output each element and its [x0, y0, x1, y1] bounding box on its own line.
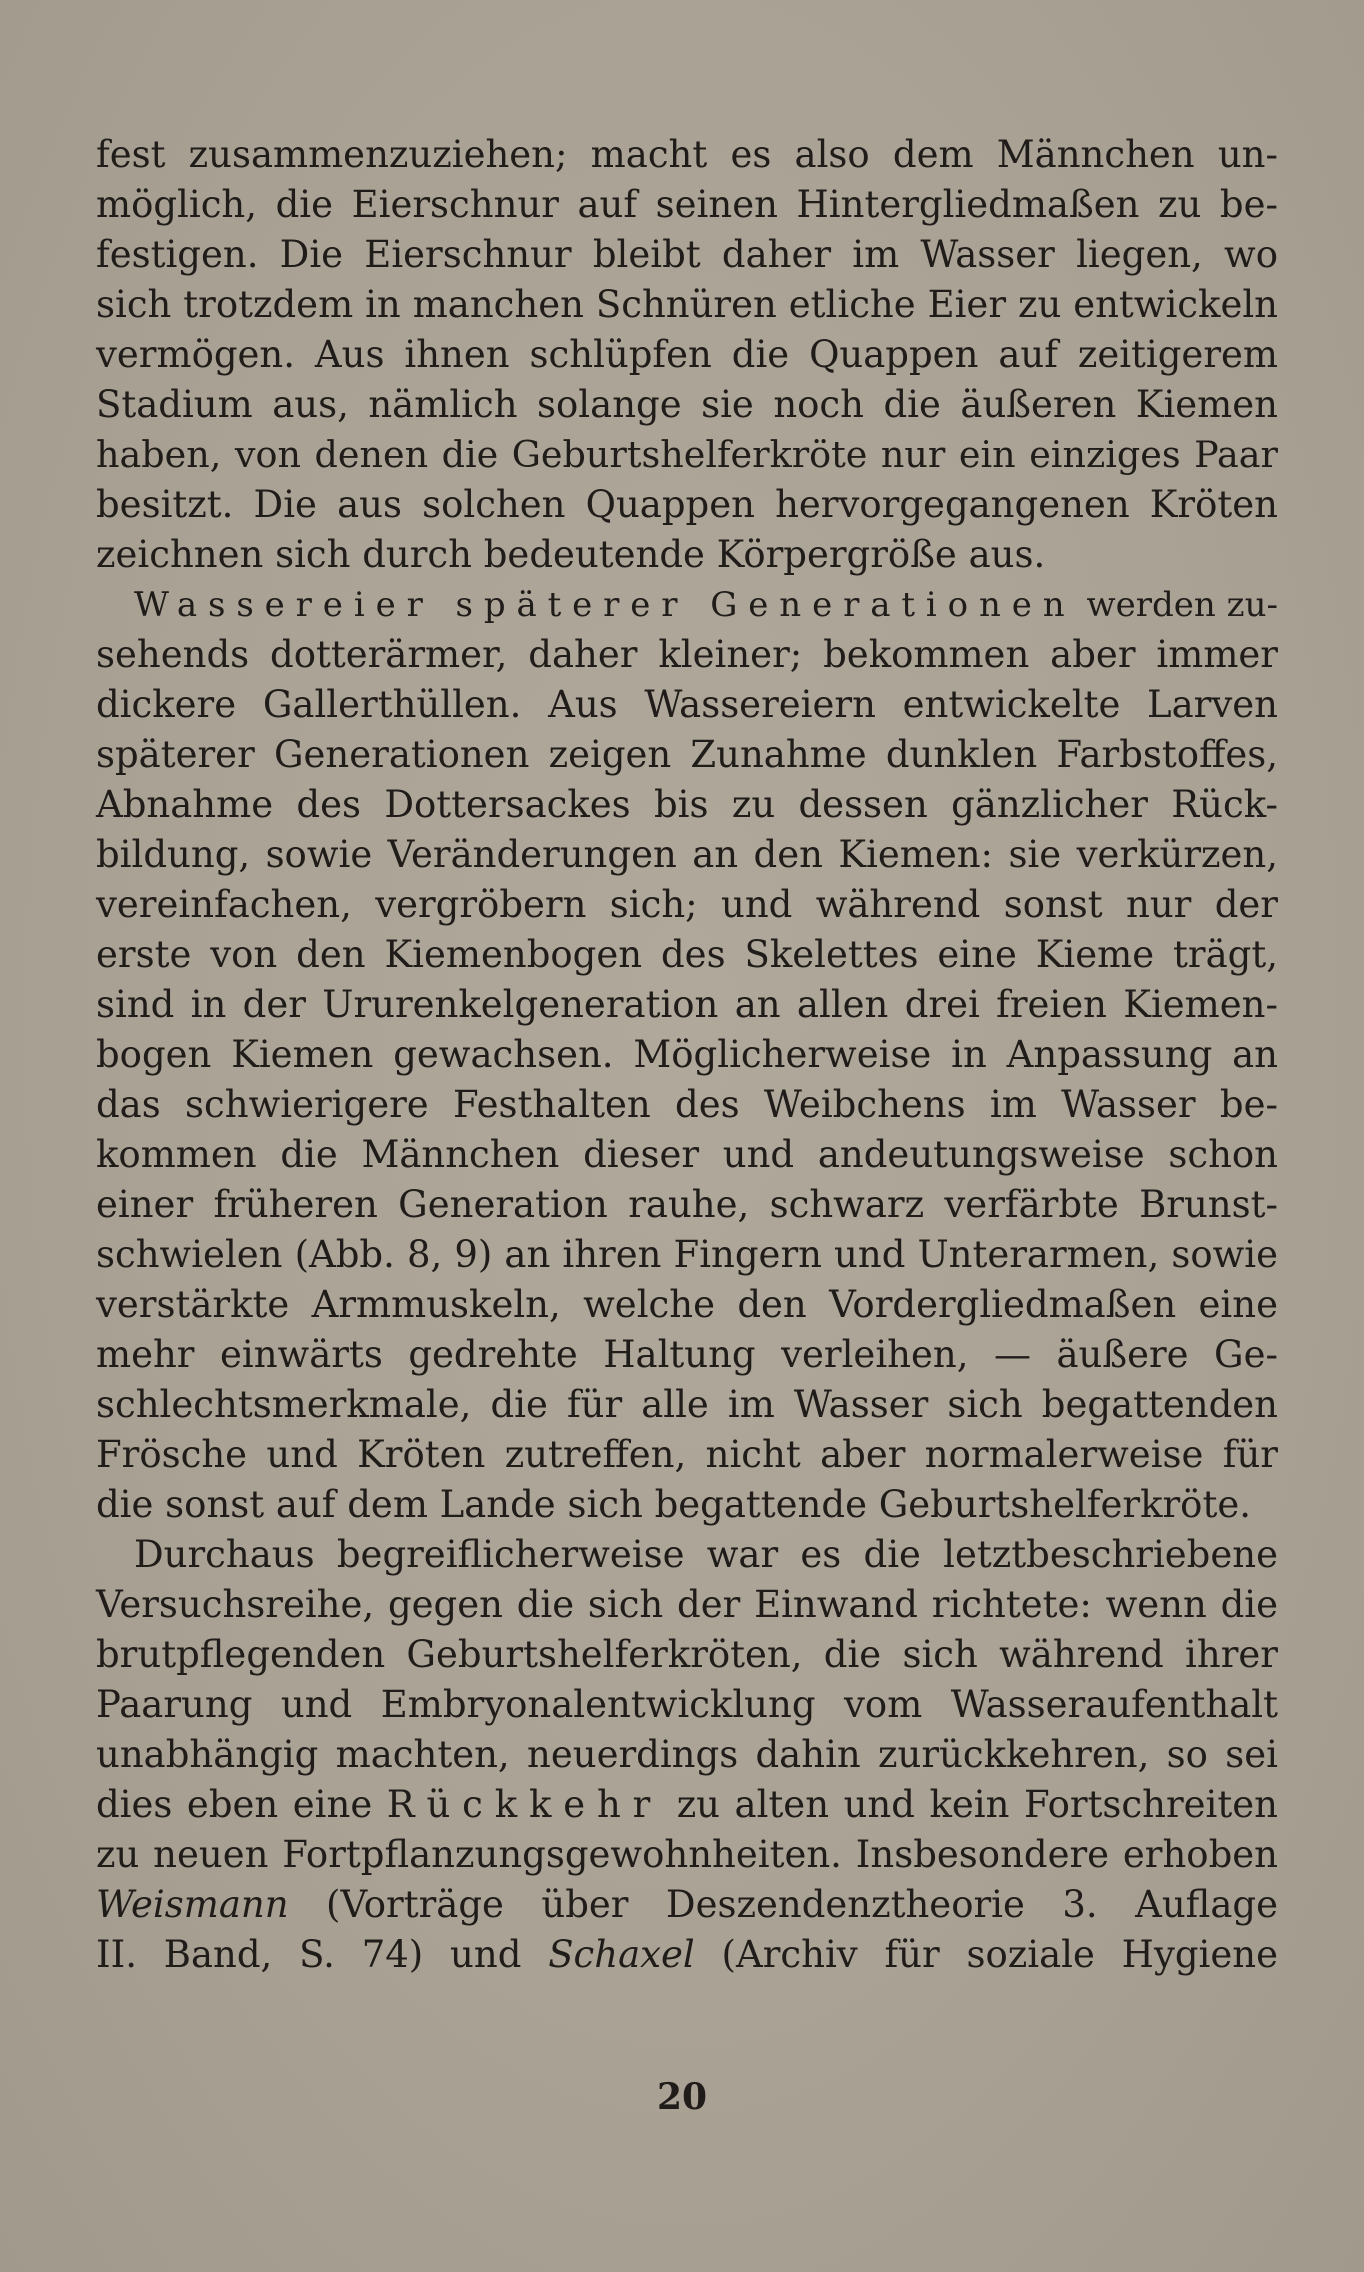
text-line: fest zusammenzuziehen; macht es also dem Männchen un- [96, 133, 1278, 176]
text-line: schlechtsmerkmale, die für alle im Wasser sich begattenden [96, 1383, 1278, 1426]
text-line [96, 580, 1278, 630]
text-line: Versuchsreihe, gegen die sich der Einwand richtete: wenn die [96, 1583, 1278, 1626]
text-line [96, 1880, 1278, 1930]
text-line: besitzt. Die aus solchen Quappen hervorgegangenen Kröten [96, 483, 1278, 526]
text-run: (Archiv für soziale Hygiene [694, 1933, 1278, 1976]
text-line: festigen. Die Eierschnur bleibt daher im Wasser liegen, wo [96, 233, 1278, 276]
body-text [96, 130, 1278, 1980]
text-run: werden zu- [1075, 585, 1278, 625]
text-line: dickere Gallerthüllen. Aus Wassereiern entwickelte Larven [96, 683, 1278, 726]
text-line: bogen Kiemen gewachsen. Möglicherweise in Anpassung an [96, 1033, 1278, 1076]
text-line: haben, von denen die Geburtshelferkröte nur ein einziges Paar [96, 433, 1278, 476]
text-line: kommen die Männchen dieser und andeutungsweise schon [96, 1133, 1278, 1176]
text-line: Paarung und Embryonalentwicklung vom Wasseraufenthalt [96, 1683, 1278, 1726]
page-number: 20 [656, 2076, 708, 2118]
text-line: erste von den Kiemenbogen des Skelettes eine Kieme trägt, [96, 933, 1278, 976]
text-line: unabhängig machten, neuerdings dahin zurückkehren, so sei [96, 1733, 1278, 1776]
text-line: schwielen (Abb. 8, 9) an ihren Fingern und Unterarmen, sowie [96, 1233, 1278, 1276]
text-line: das schwierigere Festhalten des Weibchens im Wasser be- [96, 1083, 1278, 1126]
text-line: vermögen. Aus ihnen schlüpfen die Quappen auf zeitigerem [96, 333, 1278, 376]
text-line: mehr einwärts gedrehte Haltung verleihen, — äußere Ge- [96, 1333, 1278, 1376]
text-line: Durchaus begreiflicherweise war es die letztbeschriebene [134, 1533, 1278, 1576]
text-line: zu neuen Fortpflanzungsgewohnheiten. Insbesondere erhoben [96, 1833, 1278, 1876]
text-line: zeichnen sich durch bedeutende Körpergröße aus. [96, 533, 1046, 576]
text-line: vereinfachen, vergröbern sich; und während sonst nur der [96, 883, 1278, 926]
text-line: sehends dotterärmer, daher kleiner; bekommen aber immer [96, 633, 1278, 676]
text-run: II. Band, S. 74) und [96, 1933, 549, 1976]
text-line [96, 1780, 1278, 1830]
text-line: brutpflegenden Geburtshelferkröten, die sich während ihrer [96, 1633, 1278, 1676]
text-line: Frösche und Kröten zutreffen, nicht aber normalerweise für [96, 1433, 1278, 1476]
text-line: sich trotzdem in manchen Schnüren etliche Eier zu entwickeln [96, 283, 1278, 326]
text-line: sind in der Ururenkelgeneration an allen drei freien Kiemen- [96, 983, 1278, 1026]
author-name-italic: Schaxel [548, 1933, 695, 1976]
text-run: dies eben eine [96, 1783, 387, 1826]
author-name-italic: Weismann [96, 1883, 289, 1926]
text-line: bildung, sowie Veränderungen an den Kiemen: sie verkürzen, [96, 833, 1278, 876]
text-run: zu alten und kein Fortschreiten [662, 1783, 1278, 1826]
text-line: Abnahme des Dottersackes bis zu dessen gänzlicher Rück- [96, 783, 1278, 826]
text-line: einer früheren Generation rauhe, schwarz verfärbte Brunst- [96, 1183, 1278, 1226]
spaced-emphasis: Wassereier späterer Generationen [134, 585, 1076, 625]
text-run: (Vorträge über Deszendenztheorie 3. Auflage [288, 1883, 1278, 1926]
text-line: späterer Generationen zeigen Zunahme dunklen Farbstoffes, [96, 733, 1278, 776]
text-line: verstärkte Armmuskeln, welche den Vordergliedmaßen eine [96, 1283, 1278, 1326]
text-line: Stadium aus, nämlich solange sie noch die äußeren Kiemen [96, 383, 1278, 426]
spaced-emphasis: Rückkehr [386, 1783, 663, 1826]
text-line [96, 1930, 1278, 1980]
text-line: möglich, die Eierschnur auf seinen Hintergliedmaßen zu be- [96, 183, 1278, 226]
text-line: die sonst auf dem Lande sich begattende Geburtshelferkröte. [96, 1483, 1251, 1526]
